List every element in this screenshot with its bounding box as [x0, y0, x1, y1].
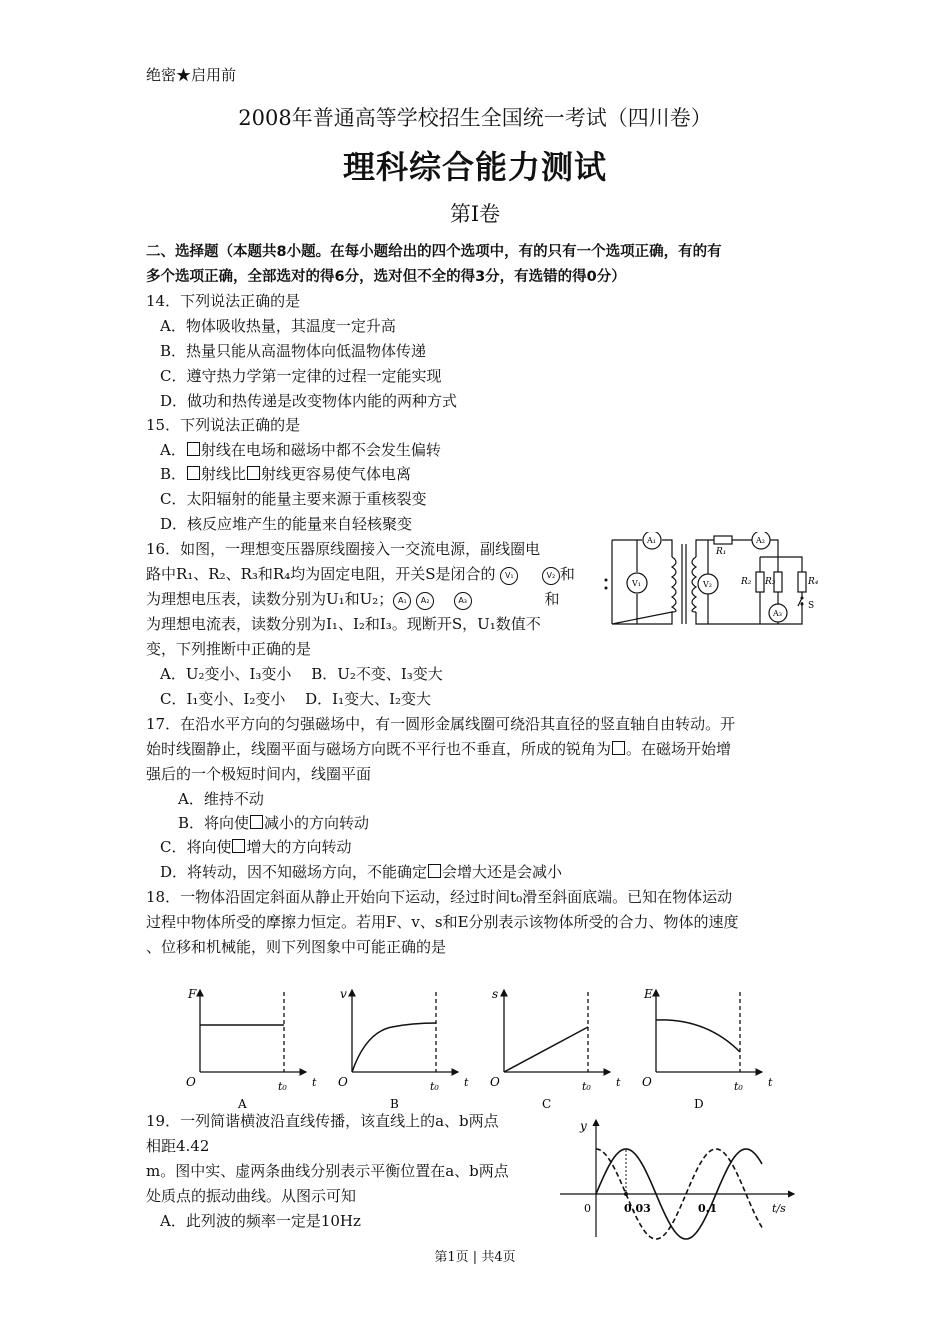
circuit-v1-label: V₁ — [632, 579, 641, 588]
graph-A-origin: O — [186, 1075, 196, 1089]
q16-line-5: 变，下列推断中正确的是 — [146, 640, 312, 658]
q15-option-b — [160, 463, 411, 484]
graph-B-t0-label: t₀ — [430, 1080, 439, 1093]
q19-tick-0.03: 0.03 — [624, 1202, 651, 1215]
graph-D-origin: O — [642, 1075, 652, 1089]
q19-line-4: 处质点的振动曲线。从图示可知 — [146, 1187, 357, 1205]
q15-b-text: 射线更容易使气体电离 — [261, 465, 412, 483]
ammeter-a1-icon: A₁ — [393, 592, 411, 610]
volume-heading: 第I卷 — [449, 202, 501, 226]
missing-glyph-box — [232, 839, 245, 853]
circuit-a2-label: A₂ — [756, 536, 765, 545]
q15-a-text: 射线在电场和磁场中都不会发生偏转 — [200, 441, 441, 459]
graph-C-origin: O — [490, 1075, 500, 1089]
graph-A-t0-label: t₀ — [278, 1080, 287, 1093]
q19-tick-0.1: 0.1 — [698, 1202, 718, 1215]
q16-line-3a: 为理想电压表，读数分别为U₁和U₂； — [146, 590, 394, 608]
circuit-r3-label: R₃ — [765, 577, 776, 587]
q17-d-suffix: 会增大还是会减小 — [442, 863, 563, 881]
q16-line-2 — [146, 563, 575, 585]
q16-line-1: 16．如图，一理想变压器原线圈接入一交流电源，副线圈电 — [146, 540, 541, 558]
q16-line-2a: 路中R₁、R₂、R₃和R₄均为固定电阻，开关S是闭合的 — [146, 565, 496, 583]
q17-c-suffix: 增大的方向转动 — [246, 838, 352, 856]
graph-B-t-label: t — [464, 1076, 469, 1089]
ammeter-a3-icon: A₃ — [454, 592, 472, 610]
missing-glyph-box — [612, 741, 625, 755]
q17-option-b — [178, 812, 369, 833]
q19-x-label: t/s — [772, 1202, 786, 1215]
graph-C-curve — [504, 1027, 588, 1072]
page-footer: 第1页 | 共4页 — [434, 1250, 516, 1265]
q16-line-3 — [146, 588, 559, 610]
voltmeter-v2-icon: V₂ — [542, 567, 560, 585]
q17-b-suffix: 减小的方向转动 — [264, 814, 370, 832]
q19-option-a: A．此列波的频率一定是10Hz — [160, 1212, 361, 1230]
q14-stem: 14．下列说法正确的是 — [146, 292, 301, 310]
q15-option-a — [160, 439, 441, 460]
q17-line-3: 强后的一个极短时间内，线圈平面 — [146, 765, 372, 783]
graph-B-curve — [352, 1023, 436, 1072]
graph-D-curve — [656, 1020, 740, 1052]
q15-option-d: D．核反应堆产生的能量来自轻核聚变 — [160, 515, 413, 533]
q16-options-ab: A．U₂变小、I₃变小 B．U₂不变、I₃变大 — [160, 665, 443, 683]
missing-glyph-box — [187, 466, 200, 480]
q16-line-3b: 和 — [544, 590, 560, 608]
q17-option-d — [160, 861, 562, 882]
graph-A-ylabel: F — [188, 987, 197, 1001]
graph-A-t-label: t — [312, 1076, 317, 1089]
circuit-s-label: S — [808, 601, 815, 611]
q19-line-1: 19．一列简谐横波沿直线传播，该直线上的a、b两点 — [146, 1112, 499, 1130]
circuit-r1-label: R₁ — [716, 547, 727, 557]
q18-line-1: 18．一物体沿固定斜面从静止开始向下运动，经过时间t₀滑至斜面底端。已知在物体运动 — [146, 888, 733, 906]
q18-line-2: 过程中物体所受的摩擦力恒定。若用F、v、s和E分别表示该物体所受的合力、物体的速度 — [146, 913, 739, 931]
missing-glyph-box — [187, 442, 200, 456]
q15-b-prefix: B． — [160, 465, 187, 483]
circuit-v2-label: V₂ — [703, 580, 712, 589]
graph-D-label: D — [694, 1097, 704, 1111]
section-instruction-2: 多个选项正确，全部选对的得6分，选对但不全的得3分，有选错的得0分） — [146, 269, 626, 285]
q18-line-3: 、位移和机械能，则下列图象中可能正确的是 — [146, 938, 447, 956]
graph-B-origin: O — [338, 1075, 348, 1089]
q16-line-4: 为理想电流表，读数分别为I₁、I₂和I₃。现断开S，U₁数值不 — [146, 615, 541, 633]
q15-stem: 15．下列说法正确的是 — [146, 416, 301, 434]
graph-D-t0-label: t₀ — [734, 1080, 743, 1093]
circuit-a3-label: A₃ — [773, 609, 782, 618]
q14-option-b: B．热量只能从高温物体向低温物体传递 — [160, 342, 427, 360]
q16-options-cd: C．I₁变小、I₂变小 D．I₁变大、I₂变大 — [160, 690, 432, 708]
graph-A-label: A — [238, 1097, 247, 1111]
q17-line-2 — [146, 738, 731, 759]
q17-line-2b: 。在磁场开始增 — [626, 740, 732, 758]
q14-option-d: D．做功和热传递是改变物体内能的两种方式 — [160, 392, 458, 410]
q17-d-prefix: D．将转动，因不知磁场方向，不能确定 — [160, 863, 428, 881]
q17-option-a: A．维持不动 — [178, 790, 264, 808]
q15-a-prefix: A． — [160, 441, 186, 459]
q17-line-2a: 始时线圈静止，线圈平面与磁场方向既不平行也不垂直，所成的锐角为 — [146, 740, 612, 758]
voltmeter-v1-icon: V₁ — [500, 567, 518, 585]
q19-vibration-graph — [556, 1112, 802, 1242]
circuit-r2-label: R₂ — [741, 577, 752, 587]
missing-glyph-box — [247, 466, 260, 480]
circuit-a1-label: A₁ — [647, 536, 656, 545]
graph-D-ylabel: E — [644, 987, 653, 1001]
graph-B-label: B — [390, 1097, 399, 1111]
graph-C-label: C — [542, 1097, 552, 1111]
q17-c-prefix: C．将向使 — [160, 838, 232, 856]
q15-option-c: C．太阳辐射的能量主要来源于重核裂变 — [160, 490, 427, 508]
q14-option-c: C．遵守热力学第一定律的过程一定能实现 — [160, 367, 442, 385]
q19-origin: 0 — [584, 1202, 591, 1215]
q14-option-a: A．物体吸收热量，其温度一定升高 — [160, 317, 396, 335]
q17-option-c — [160, 836, 352, 857]
ammeter-a2-icon: A₂ — [416, 592, 434, 610]
graph-B-ylabel: v — [340, 987, 347, 1001]
exam-title: 2008年普通高等学校招生全国统一考试（四川卷） — [238, 106, 712, 130]
q16-line-2b: 和 — [559, 565, 575, 583]
q19-line-2: 相距4.42 — [146, 1137, 210, 1155]
graph-C-t0-label: t₀ — [582, 1080, 591, 1093]
q19-y-label: y — [580, 1119, 587, 1133]
q17-b-prefix: B．将向使 — [178, 814, 250, 832]
graph-C-ylabel: s — [492, 987, 499, 1001]
section-instruction-1: 二、选择题（本题共8小题。在每小题给出的四个选项中，有的只有一个选项正确，有的有 — [146, 244, 722, 260]
missing-glyph-box — [250, 815, 263, 829]
q15-b-mid: 射线比 — [201, 465, 247, 483]
q18-graphs — [180, 982, 790, 1112]
top-note: 绝密★启用前 — [146, 66, 237, 84]
circuit-r4-label: R₄ — [808, 577, 819, 587]
graph-D-t-label: t — [768, 1076, 773, 1089]
transformer-circuit-diagram — [602, 532, 824, 632]
missing-glyph-box — [428, 864, 441, 878]
main-title: 理科综合能力测试 — [342, 148, 607, 186]
graph-C-t-label: t — [616, 1076, 621, 1089]
q17-line-1: 17．在沿水平方向的匀强磁场中，有一圆形金属线圈可绕沿其直径的竖直轴自由转动。开 — [146, 715, 736, 733]
q19-line-3: m。图中实、虚两条曲线分别表示平衡位置在a、b两点 — [146, 1162, 509, 1180]
